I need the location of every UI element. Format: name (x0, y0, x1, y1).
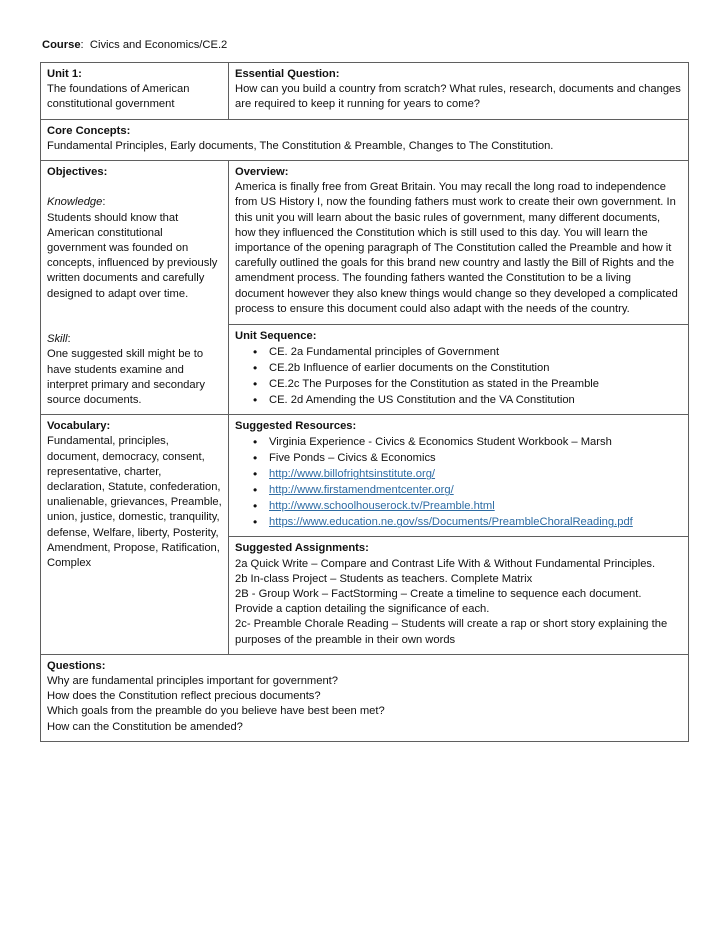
objectives-knowledge-colon: : (102, 196, 106, 209)
table-row-core-concepts (41, 119, 689, 160)
cell-suggested-assignments (229, 537, 689, 654)
assignment-line: 2a Quick Write – Compare and Contrast Life With & Without Fundamental Principles. (235, 557, 656, 570)
table-row-questions (41, 654, 689, 741)
suggested-resources-list (235, 434, 682, 530)
cell-suggested-resources (229, 415, 689, 537)
resource-link[interactable]: http://www.billofrightsinstitute.org/ (269, 468, 436, 481)
overview-body: America is finally free from Great Britain. You may recall the long road to independence from US History I, now the founding fathers must work to create their own government. In this unit you will learn about the basic rules of government, many different documents, how they influenced the Constitution which is still used to this day. You will learn the importance of the opening paragraph of The Constitution called the Preamble and how it carefully outlined the goals for this brand new country and lastly the Bill of Rights and the amendment process. The founding fathers wanted the Constitution to be a living document however they also knew things would change so they developed a complicated process to ensure this document could also adapt with the needs of the country. (235, 181, 678, 315)
cell-essential-question (229, 63, 689, 120)
course-label: Course (42, 39, 81, 51)
list-item: • Five Ponds – Civics & Economics (269, 450, 682, 466)
objectives-spacer-2 (47, 302, 222, 317)
objectives-skill-label: Skill (47, 333, 68, 346)
list-item: • Virginia Experience - Civics & Economics Student Workbook – Marsh (269, 434, 682, 450)
list-item: • CE.2b Influence of earlier documents on the Constitution (269, 360, 682, 376)
course-separator: : (80, 39, 84, 51)
assignment-line: 2B - Group Work – FactStorming – Create a timeline to sequence each document. Provide a caption detailing the significance of each. (235, 588, 642, 616)
list-item (269, 514, 682, 530)
cell-unit-sequence (229, 324, 689, 415)
objectives-spacer-3 (47, 317, 222, 332)
cell-questions (41, 654, 689, 741)
assignment-line: 2c- Preamble Chorale Reading – Students will create a rap or short story explaining the purposes of the preamble in their own words (235, 618, 668, 646)
objectives-skill-colon: : (67, 333, 71, 346)
vocabulary-body: Fundamental, principles, document, democracy, consent, representative, charter, declaration, Statute, confederation, unalienable, grievances, Preamble, union, justice, domestic, tranquility, defense, Welfare, liberty, Posterity, Amendment, Propose, Ratification, Complex (47, 435, 222, 570)
questions-heading: Questions: (47, 659, 106, 672)
cell-vocabulary (41, 415, 229, 655)
list-item: • CE. 2a Fundamental principles of Government (269, 344, 682, 360)
question-line: How can the Constitution be amended? (47, 720, 243, 733)
core-concepts-body: Fundamental Principles, Early documents, The Constitution & Preamble, Changes to The Constitution. (47, 139, 554, 152)
objectives-knowledge-label: Knowledge (47, 196, 103, 209)
cell-overview (229, 161, 689, 325)
vocabulary-heading: Vocabulary: (47, 420, 111, 433)
overview-heading: Overview: (235, 166, 289, 179)
table-row-objectives-overview (41, 161, 689, 325)
list-item (269, 498, 682, 514)
resource-link[interactable]: https://www.education.ne.gov/ss/Documents/PreambleChoralReading.pdf (269, 516, 633, 529)
list-item (269, 482, 682, 498)
objectives-skill-body: One suggested skill might be to have students examine and interpret primary and secondary source documents. (47, 348, 205, 407)
question-line: Why are fundamental principles important for government? (47, 675, 339, 688)
list-item (269, 466, 682, 482)
objectives-spacer (47, 180, 222, 195)
essential-question-heading: Essential Question: (235, 68, 340, 80)
assignment-line: 2b In-class Project – Students as teachers. Complete Matrix (235, 572, 533, 585)
question-line: Which goals from the preamble do you believe have best been met? (47, 705, 385, 718)
unit-sequence-heading: Unit Sequence: (235, 329, 317, 342)
objectives-knowledge-body: Students should know that American constitutional government was founded on concepts, influenced by previously written documents and carefully designed to adapt over time. (47, 211, 218, 300)
cell-core-concepts (41, 119, 689, 160)
cell-unit (41, 63, 229, 120)
suggested-assignments-heading: Suggested Assignments: (235, 542, 369, 555)
essential-question-body: How can you build a country from scratch? What rules, research, documents and changes are required to keep it running for years to come? (235, 83, 681, 111)
unit-body: The foundations of American constitutional government (47, 83, 190, 111)
table-row-unit-essential-question (41, 63, 689, 120)
list-item: • CE.2c The Purposes for the Constitution as stated in the Preamble (269, 376, 682, 392)
core-concepts-heading: Core Concepts: (47, 124, 131, 137)
unit-plan-table (40, 62, 689, 742)
list-item: • CE. 2d Amending the US Constitution and the VA Constitution (269, 392, 682, 408)
cell-objectives (41, 161, 229, 415)
course-value: Civics and Economics/CE.2 (89, 39, 228, 51)
objectives-heading: Objectives: (47, 166, 108, 179)
unit-sequence-list (235, 344, 682, 408)
course-line (42, 38, 688, 53)
table-row-vocabulary-resources (41, 415, 689, 537)
resource-link[interactable]: http://www.schoolhouserock.tv/Preamble.html (269, 500, 495, 513)
suggested-resources-heading: Suggested Resources: (235, 420, 357, 433)
unit-heading: Unit 1: (47, 68, 82, 80)
resource-link[interactable]: http://www.firstamendmentcenter.org/ (269, 484, 454, 497)
question-line: How does the Constitution reflect precious documents? (47, 690, 321, 703)
